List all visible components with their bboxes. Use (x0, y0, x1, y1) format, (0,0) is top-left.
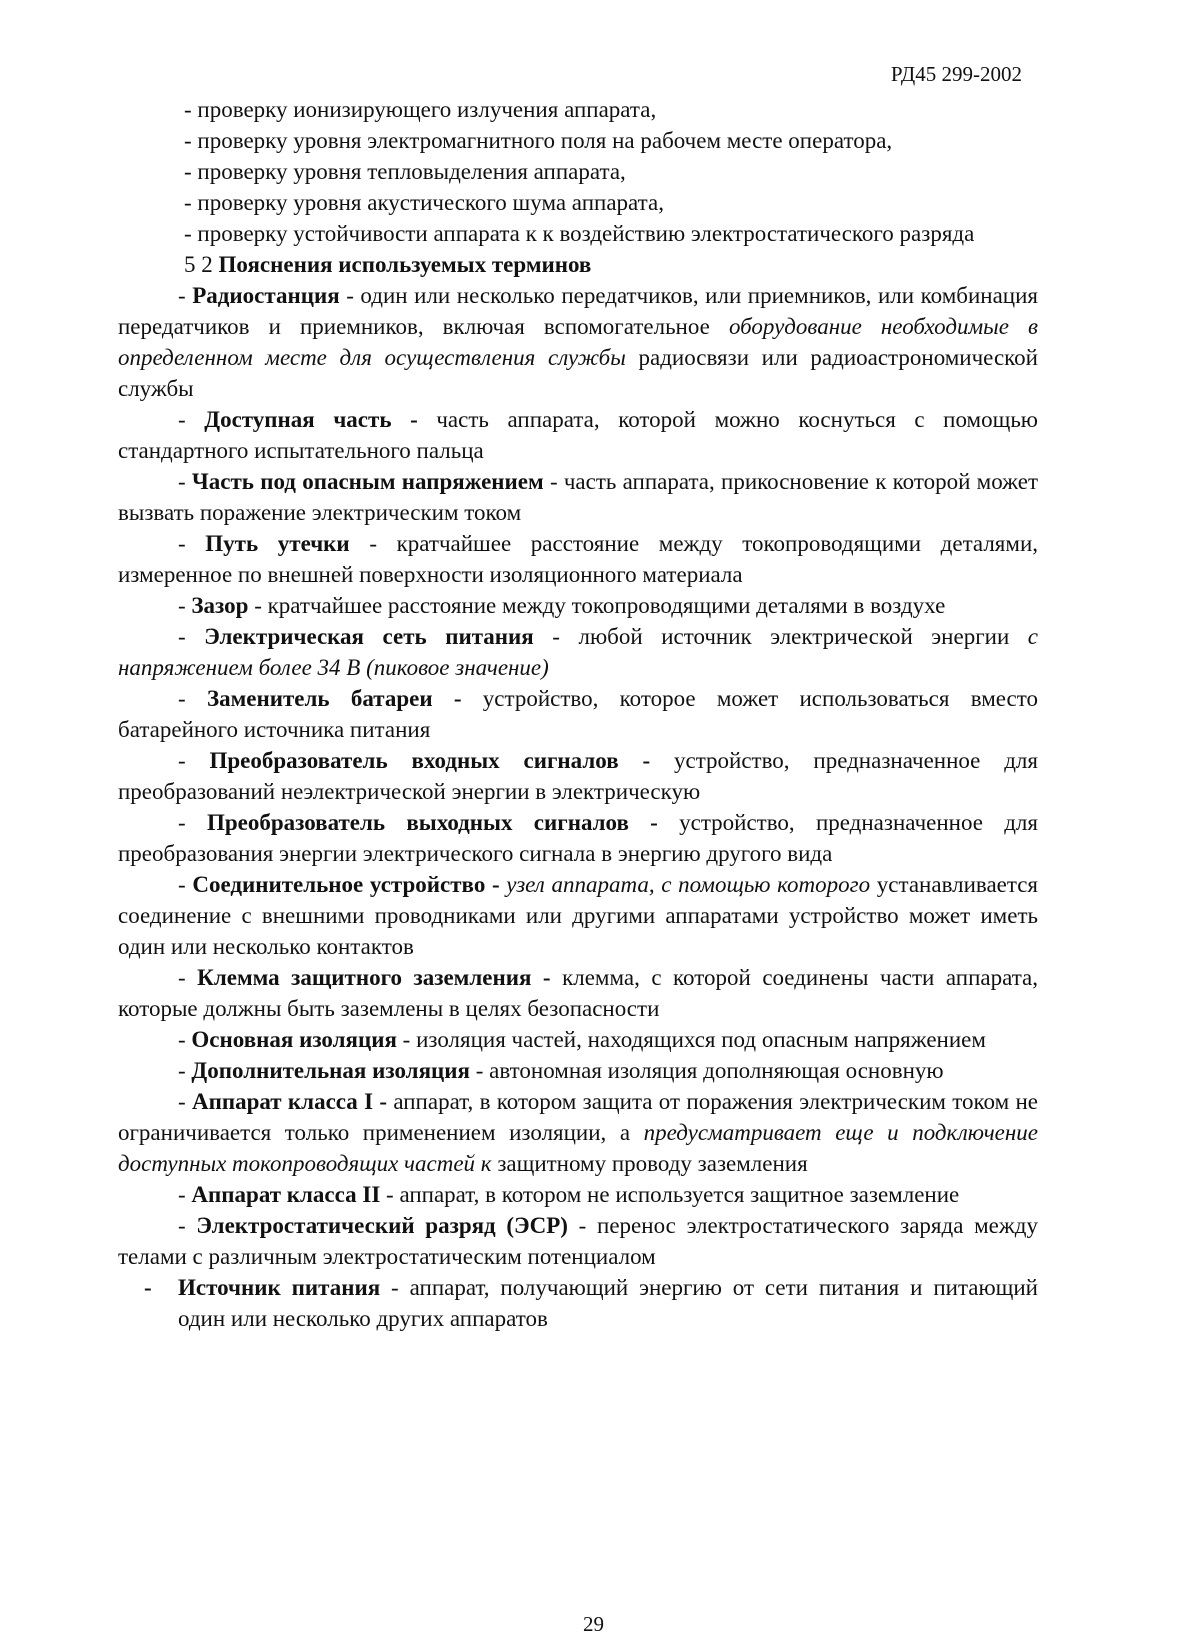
term-definition: - Доступная часть - часть аппарата, которой можно коснуться с помощью стандартного испытательного пальца (118, 407, 1038, 463)
page-body (118, 94, 1038, 1334)
term-name: Радиостанция (192, 283, 340, 308)
term-name: Аппарат класса II (191, 1182, 381, 1207)
term-definition: - Путь утечки - кратчайшее расстояние между токопроводящими деталями, измеренное по внешней поверхности изоляционного материала (118, 531, 1038, 587)
term-definition: - Радиостанция - один или несколько передатчиков, или приемников, или комбинация передатчиков и приемников, включая вспомогательное оборудование необходимые в определенном месте для осуществления службы радиосвязи или радиоастрономической службы (118, 283, 1038, 401)
term-name: Преобразователь выходных сигналов - (206, 810, 658, 835)
intro-item: - проверку уровня электромагнитного поля на рабочем месте оператора, (184, 128, 893, 153)
term-name: Соединительное устройство - (192, 872, 500, 897)
term-definition: - Зазор - кратчайшее расстояние между токопроводящими деталями в воздухе (178, 593, 946, 618)
term-name: Электростатический разряд (ЭСР) (196, 1213, 568, 1238)
section-heading (118, 249, 1038, 280)
term-definition: - Электростатический разряд (ЭСР) - перенос электростатического заряда между телами с различным электростатическим потенциалом (118, 1213, 1038, 1269)
term-name: Источник питания (178, 1275, 381, 1300)
page-number: 29 (583, 1612, 604, 1636)
term-name: Аппарат класса I - (191, 1089, 388, 1114)
section-number: 5 2 (184, 252, 213, 277)
term-definition: - Аппарат класса II - аппарат, в котором не используется защитное заземление (178, 1182, 960, 1207)
term-name: Дополнительная изоляция (191, 1058, 470, 1083)
term-name: Клемма защитного заземления - (197, 965, 551, 990)
term-definition: - Электрическая сеть питания - любой источник электрической энергии с напряжением более 34 В (пиковое значение) (118, 624, 1038, 680)
term-name: Заменитель батареи - (206, 686, 462, 711)
term-name: Зазор (191, 593, 249, 618)
term-name: Преобразователь входных сигналов - (209, 748, 651, 773)
term-name: Основная изоляция (191, 1027, 397, 1052)
list-bullet: - (144, 1275, 152, 1300)
term-definition: - Заменитель батареи - устройство, которое может использоваться вместо батарейного источника питания (118, 686, 1038, 742)
term-definition: - Преобразователь выходных сигналов - устройство, предназначенное для преобразования энергии электрического сигнала в энергию другого вида (118, 810, 1038, 866)
term-definition: - Основная изоляция - изоляция частей, находящихся под опасным напряжением (178, 1027, 986, 1052)
term-definition: - Соединительное устройство - узел аппарата, с помощью которого устанавливается соединение с внешними проводниками или другими аппаратами устройство может иметь один или несколько контактов (118, 872, 1038, 959)
term-name: Часть под опасным напряжением (191, 469, 544, 494)
term-name: Доступная часть - (204, 407, 418, 432)
term-definition: - Клемма защитного заземления - клемма, с которой соединены части аппарата, которые должны быть заземлены в целях безопасности (118, 965, 1038, 1021)
term-definition: - Аппарат класса I - аппарат, в котором защита от поражения электрическим током не ограничивается только применением изоляции, а предусматривает еще и подключение доступных токопроводящих частей к защитному проводу заземления (118, 1089, 1038, 1176)
section-title: Пояснения используемых терминов (218, 252, 592, 277)
document-code: РД45 299-2002 (890, 62, 1022, 86)
intro-item: - проверку уровня тепловыделения аппарата, (184, 159, 626, 184)
intro-item: - проверку ионизирующего излучения аппарата, (184, 97, 657, 122)
term-definition: - Преобразователь входных сигналов - устройство, предназначенное для преобразований неэлектрической энергии в электрическую (118, 748, 1038, 804)
term-definition: - Часть под опасным напряжением - часть аппарата, прикосновение к которой может вызвать поражение электрическим током (118, 469, 1038, 525)
term-name: Путь утечки (205, 531, 350, 556)
intro-item: - проверку устойчивости аппарата к к воздействию электростатического разряда (184, 221, 975, 246)
term-name: Электрическая сеть питания (204, 624, 534, 649)
list-item-power-source: - Источник питания - аппарат, получающий энергию от сети питания и питающий один или несколько других аппаратов (118, 1272, 1038, 1334)
intro-item: - проверку уровня акустического шума аппарата, (184, 190, 664, 215)
term-definition: - Дополнительная изоляция - автономная изоляция дополняющая основную (178, 1058, 944, 1083)
